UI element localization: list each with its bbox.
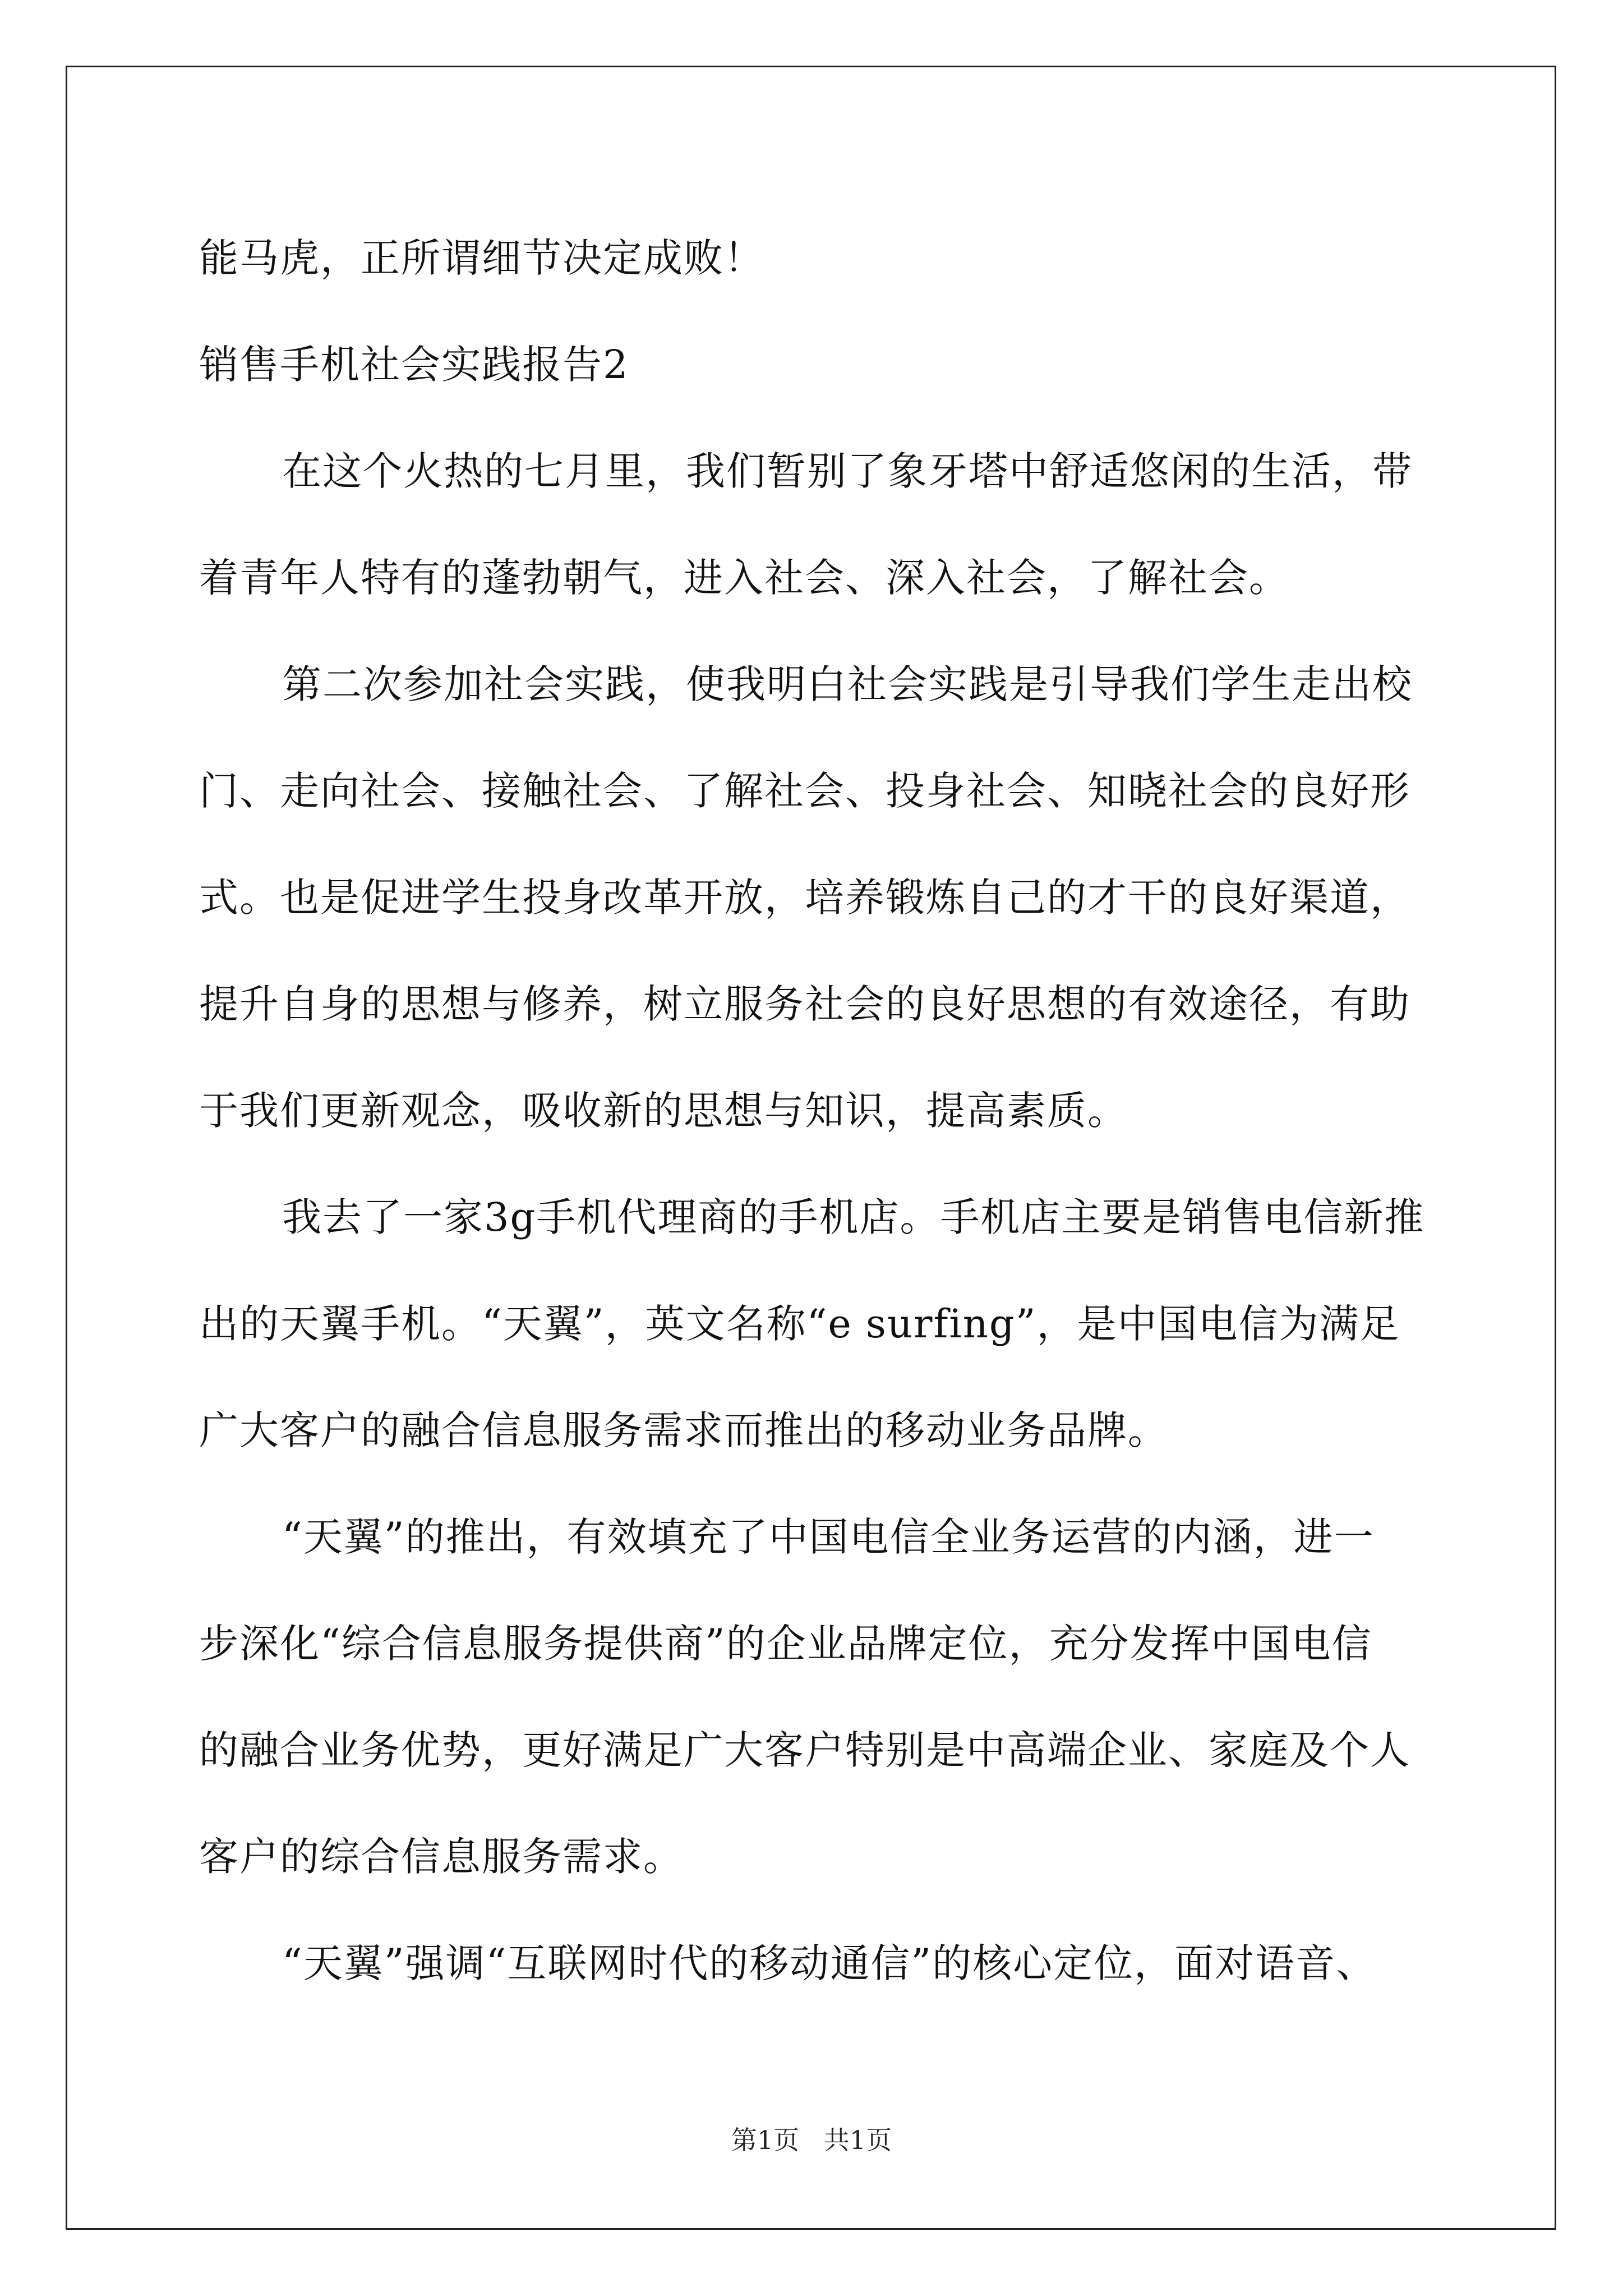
text-line: 于我们更新观念，吸收新的思想与知识，提高素质。 bbox=[199, 1088, 1128, 1134]
paragraph-first-line: 第二次参加社会实践，使我明白社会实践是引导我们学生走出校 bbox=[282, 661, 1413, 707]
text-line: 提升自身的思想与修养，树立服务社会的良好思想的有效途径，有助 bbox=[199, 981, 1410, 1027]
text-line: 门、走向社会、接触社会、了解社会、投身社会、知晓社会的良好形 bbox=[199, 768, 1410, 814]
paragraph-first-line: 在这个火热的七月里，我们暂别了象牙塔中舒适悠闲的生活，带 bbox=[282, 448, 1413, 494]
paragraph-first-line: “天翼”的推出，有效填充了中国电信全业务运营的内涵，进一 bbox=[282, 1514, 1375, 1560]
section-title: 销售手机社会实践报告2 bbox=[199, 342, 629, 388]
text-line: 着青年人特有的蓬勃朝气，进入社会、深入社会，了解社会。 bbox=[199, 555, 1289, 601]
text-line: 广大客户的融合信息服务需求而推出的移动业务品牌。 bbox=[199, 1407, 1168, 1453]
text-line: 客户的综合信息服务需求。 bbox=[199, 1834, 684, 1880]
document-body bbox=[199, 205, 1433, 2017]
text-line: 出的天翼手机。“天翼”，英文名称“e surfing”，是中国电信为满足 bbox=[199, 1301, 1400, 1347]
paragraph-first-line: “天翼”强调“互联网时代的移动通信”的核心定位，面对语音、 bbox=[282, 1940, 1377, 1986]
text-line: 的融合业务优势，更好满足广大客户特别是中高端企业、家庭及个人 bbox=[199, 1727, 1410, 1773]
page-footer: 第1页 共1页 bbox=[731, 2125, 892, 2155]
text-line: 步深化“综合信息服务提供商”的企业品牌定位，充分发挥中国电信 bbox=[199, 1621, 1372, 1667]
text-line: 式。也是促进学生投身改革开放，培养锻炼自己的才干的良好渠道， bbox=[199, 875, 1410, 921]
text-line: 能马虎，正所谓细节决定成败！ bbox=[199, 235, 764, 281]
paragraph-first-line: 我去了一家3g手机代理商的手机店。手机店主要是销售电信新推 bbox=[282, 1194, 1425, 1240]
